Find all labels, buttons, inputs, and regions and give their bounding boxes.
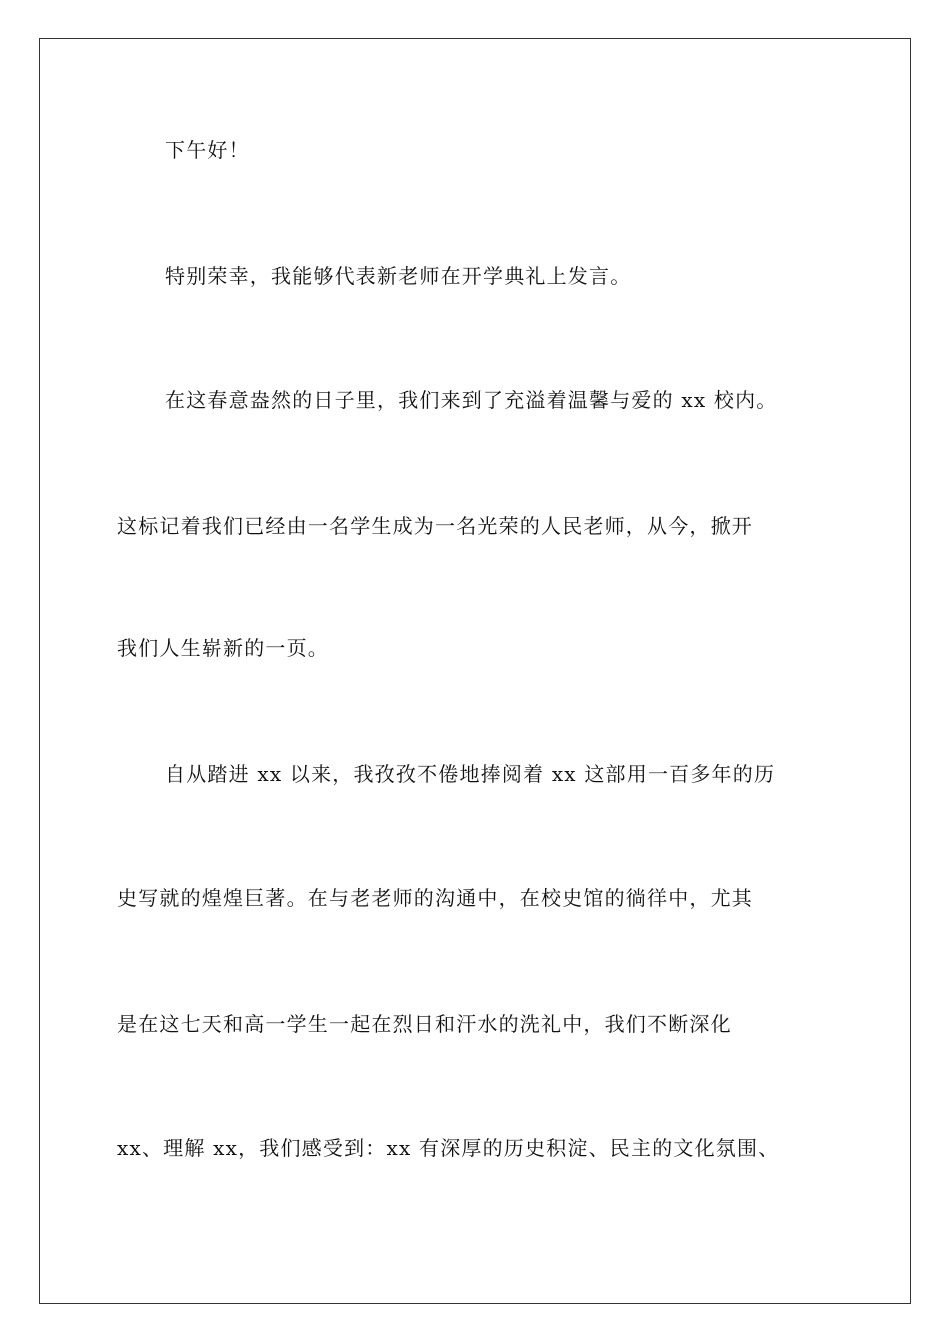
- paragraph-line: 特别荣幸，我能够代表新老师在开学典礼上发言。: [165, 264, 632, 288]
- paragraph-line: 这标记着我们已经由一名学生成为一名光荣的人民老师，从今，掀开: [117, 514, 753, 538]
- paragraph-line: 在这春意盎然的日子里，我们来到了充溢着温馨与爱的 xx 校内。: [165, 388, 778, 412]
- paragraph-line: 我们人生崭新的一页。: [117, 636, 329, 660]
- greeting-line: 下午好！: [165, 138, 250, 162]
- paragraph-line: 自从踏进 xx 以来，我孜孜不倦地捧阅着 xx 这部用一百多年的历: [165, 762, 776, 786]
- paragraph-line: xx、理解 xx，我们感受到：xx 有深厚的历史积淀、民主的文化氛围、: [117, 1136, 780, 1160]
- paragraph-line: 是在这七天和高一学生一起在烈日和汗水的洗礼中，我们不断深化: [117, 1012, 732, 1036]
- paragraph-line: 史写就的煌煌巨著。在与老老师的沟通中，在校史馆的徜徉中，尤其: [117, 886, 753, 910]
- page-border: [39, 38, 911, 1304]
